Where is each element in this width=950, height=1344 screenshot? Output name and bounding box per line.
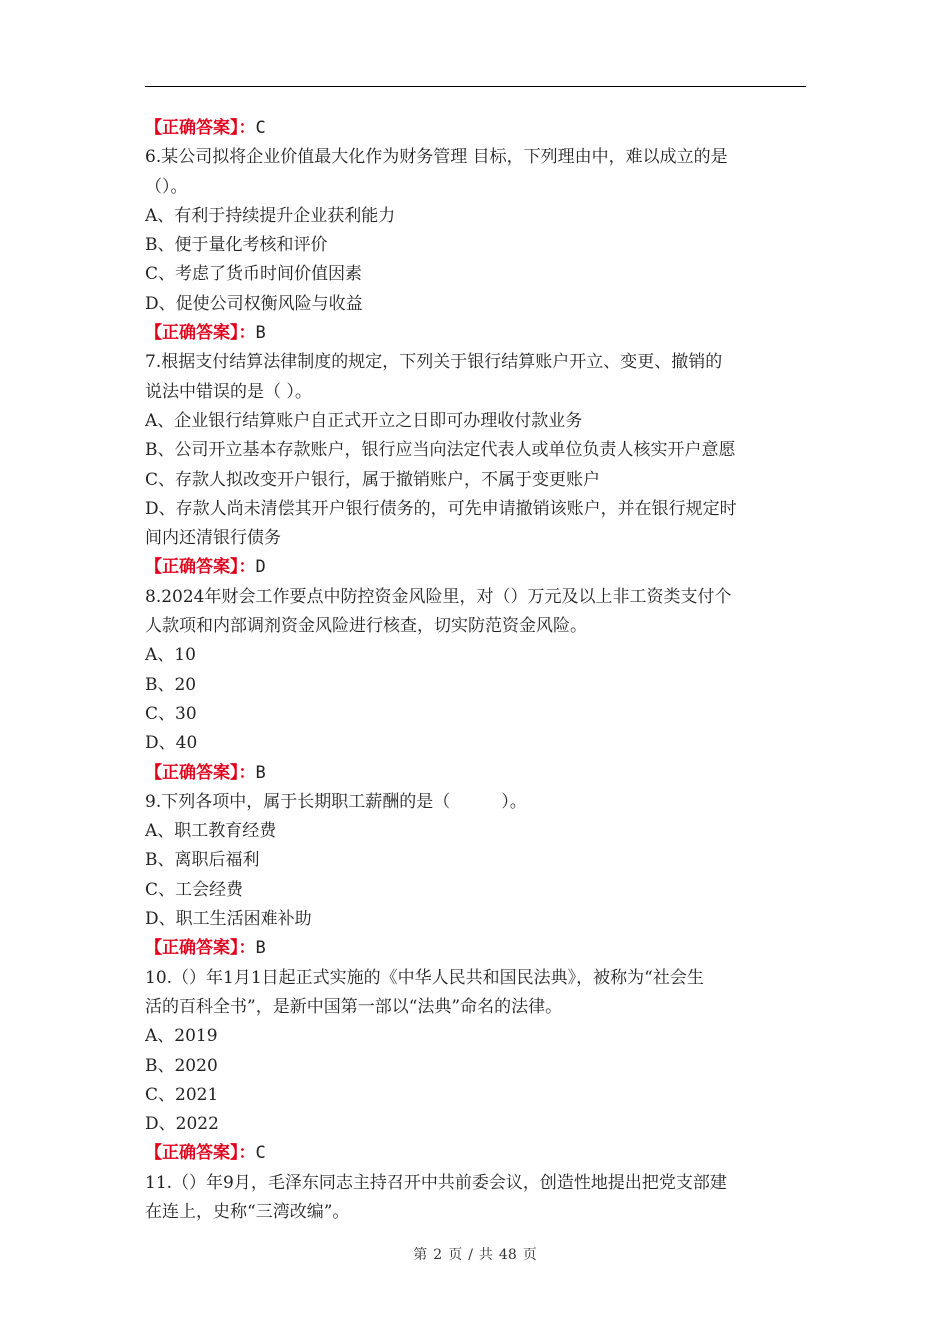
question-6-option-b: B、便于量化考核和评价 — [145, 235, 328, 256]
question-6-option-d: D、促使公司权衡风险与收益 — [145, 293, 363, 314]
question-8-stem-2: 人款项和内部调剂资金风险进行核查，切实防范资金风险。 — [145, 616, 587, 637]
question-7-option-b: B、公司开立基本存款账户，银行应当向法定代表人或单位负责人核实开户意愿 — [145, 440, 736, 461]
question-7-stem-2: 说法中错误的是（ ）。 — [145, 381, 312, 402]
footer-separator: / — [468, 1247, 473, 1263]
question-10-option-c: C、2021 — [145, 1084, 219, 1105]
question-9-option-a: A、职工教育经费 — [145, 821, 277, 842]
answer-value: D — [255, 557, 266, 578]
question-9-option-b: B、离职后福利 — [145, 850, 260, 871]
question-6-stem-2: （）。 — [145, 176, 188, 197]
question-7-option-c: C、存款人拟改变开户银行，属于撤销账户，不属于变更账户 — [145, 469, 601, 490]
question-8-option-d: D、40 — [145, 733, 198, 754]
question-11-stem-2: 在连上，史称“三湾改编”。 — [145, 1201, 350, 1222]
question-11-stem-1: 11.（）年9月，毛泽东同志主持召开中共前委会议，创造性地提出把党支部建 — [145, 1172, 727, 1193]
question-10-option-a: A、2019 — [145, 1026, 218, 1047]
question-8-option-b: B、20 — [145, 674, 197, 695]
answer-value: B — [255, 938, 266, 959]
answer-value: B — [255, 762, 266, 783]
answer-label: 【正确答案】： — [145, 557, 256, 578]
answer-label: 【正确答案】： — [145, 118, 256, 138]
header-rule — [145, 86, 806, 87]
answer-value: B — [255, 323, 266, 344]
page-body — [145, 114, 807, 1227]
footer-total-unit: 页 — [522, 1247, 537, 1263]
question-10-stem-2: 活的百科全书”，是新中国第一部以“法典”命名的法律。 — [145, 996, 563, 1017]
footer-page-number: 2 — [433, 1247, 443, 1263]
question-9-stem-1: 9.下列各项中，属于长期职工薪酬的是（ ）。 — [145, 791, 527, 812]
page-footer — [0, 1244, 950, 1264]
answer-value: C — [255, 1143, 266, 1164]
answer-10 — [145, 1139, 807, 1168]
footer-total-pages: 48 — [498, 1247, 517, 1263]
question-9-option-c: C、工会经费 — [145, 879, 244, 900]
question-9-option-d: D、职工生活困难补助 — [145, 909, 312, 930]
footer-total-prefix: 共 — [478, 1247, 493, 1263]
question-7-option-d-cont: 间内还清银行债务 — [145, 528, 281, 549]
answer-9 — [145, 934, 807, 963]
answer-prev — [145, 114, 807, 143]
answer-8 — [145, 759, 807, 788]
question-7-option-d: D、存款人尚未清偿其开户银行债务的，可先申请撤销该账户，并在银行规定时 — [145, 498, 737, 519]
question-10-option-b: B、2020 — [145, 1055, 218, 1076]
question-10-stem-1: 10.（）年1月1日起正式实施的《中华人民共和国民法典》，被称为“社会生 — [145, 967, 704, 988]
answer-value: C — [255, 118, 266, 138]
question-6-option-a: A、有利于持续提升企业获利能力 — [145, 205, 396, 226]
answer-label: 【正确答案】： — [145, 1143, 256, 1164]
question-6-stem-1: 6.某公司拟将企业价值最大化作为财务管理 目标，下列理由中，难以成立的是 — [145, 147, 728, 168]
answer-label: 【正确答案】： — [145, 762, 256, 783]
question-8-option-a: A、10 — [145, 645, 196, 666]
answer-label: 【正确答案】： — [145, 323, 256, 344]
question-7-stem-1: 7.根据支付结算法律制度的规定，下列关于银行结算账户开立、变更、撤销的 — [145, 352, 723, 373]
question-6-option-c: C、考虑了货币时间价值因素 — [145, 264, 363, 285]
question-8-stem-1: 8.2024年财会工作要点中防控资金风险里，对（）万元及以上非工资类支付个 — [145, 586, 732, 607]
question-10-option-d: D、2022 — [145, 1114, 219, 1135]
answer-7 — [145, 553, 807, 582]
footer-prefix: 第 — [413, 1247, 428, 1263]
answer-label: 【正确答案】： — [145, 938, 256, 959]
question-8-option-c: C、30 — [145, 703, 197, 724]
question-7-option-a: A、企业银行结算账户自正式开立之日即可办理收付款业务 — [145, 410, 583, 431]
answer-6 — [145, 319, 807, 348]
footer-page-unit: 页 — [448, 1247, 463, 1263]
